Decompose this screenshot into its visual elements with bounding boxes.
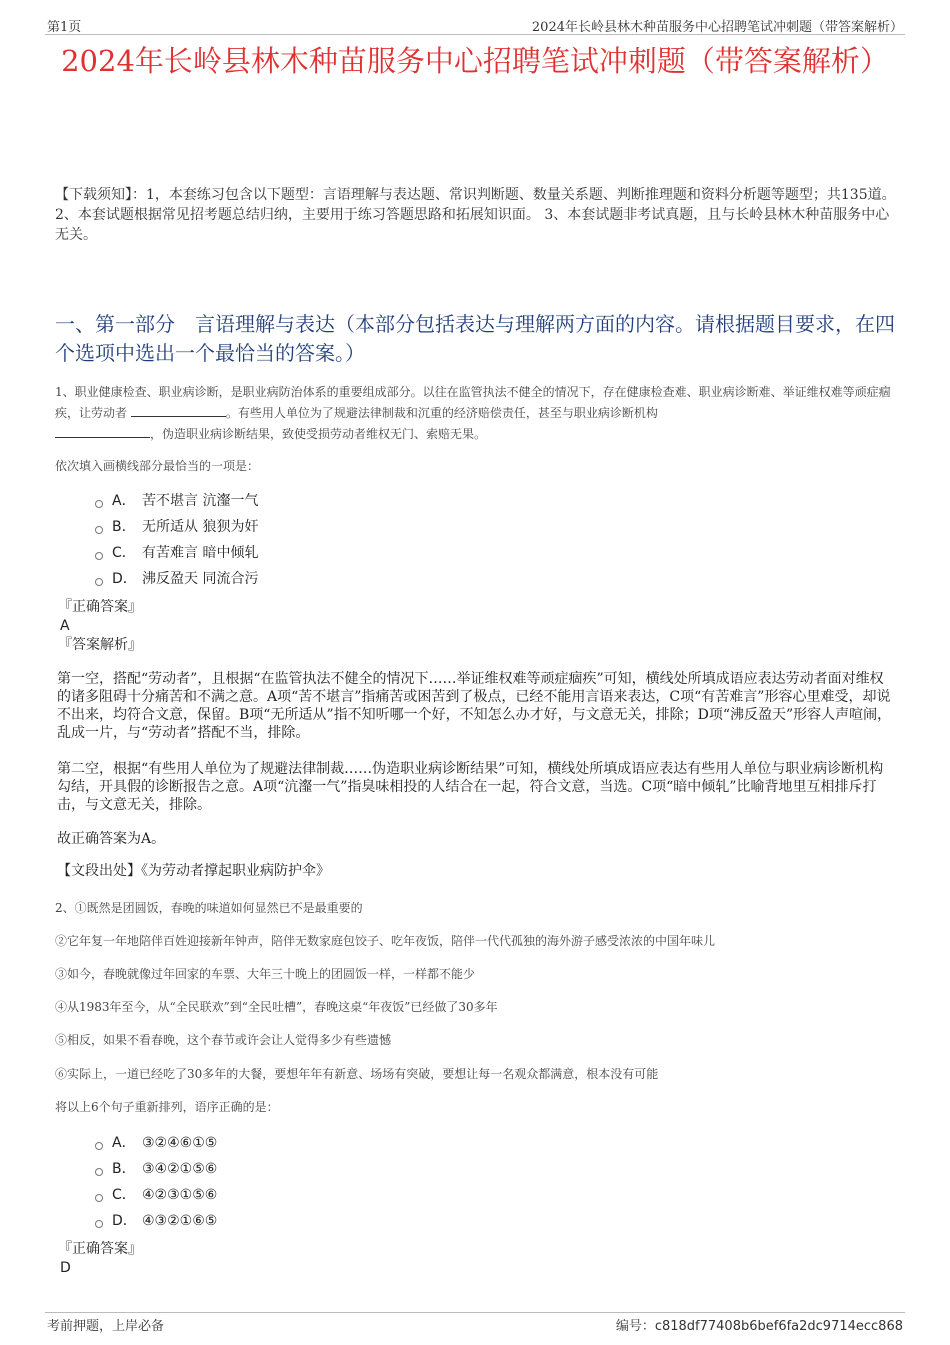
question-2-answer (58, 1240, 142, 1278)
header-doc-title: 2024年长岭县林木种苗服务中心招聘笔试冲刺题（带答案解析） (531, 20, 903, 35)
question-1-prompt: 依次填入画横线部分最恰当的一项是： (55, 459, 260, 473)
question-2-sentence-5: ⑤相反，如果不看春晚，这个春节或许会让人觉得多少有些遗憾 (55, 1033, 392, 1047)
option-a[interactable]: A． ③②④⑥①⑤ (95, 1130, 217, 1156)
section-heading: 一、第一部分 言语理解与表达（本部分包括表达与理解两方面的内容。请根据题目要求，在四个选项中选出一个最恰当的答案。） (55, 312, 895, 365)
question-1-text (55, 382, 900, 445)
analysis-label: 『答案解析』 (58, 637, 142, 653)
page-footer (45, 1312, 905, 1333)
question-2-sentence-2: ②它年复一年地陪伴百姓迎接新年钟声，陪伴无数家庭包饺子、吃年夜饭，陪伴一代代孤独的海外游子感受浓浓的中国年味儿 (55, 934, 716, 948)
question-2-sentence-4: ④从1983年至今，从“全民联欢”到“全民吐槽”，春晚这桌“年夜饭”已经做了30多年 (55, 1000, 498, 1014)
question-2-sentence-6: ⑥实际上，一道已经吃了30多年的大餐，要想年年有新意、场场有突破，要想让每一名观众都满意，根本没有可能 (55, 1067, 659, 1081)
blank-1 (131, 404, 226, 417)
radio-icon[interactable] (95, 1220, 103, 1228)
option-c[interactable]: C． ④②③①⑤⑥ (95, 1182, 217, 1208)
analysis-paragraph-1: 第一空，搭配“劳动者”，且根据“在监管执法不健全的情况下……举证维权难等顽症痼疾”可知，横线处所填成语应表达劳动者面对维权的诸多阻碍十分痛苦和不满之意。A项“苦不堪言”指痛苦或困苦到了极点，已经不能用言语来表达，C项“有苦难言”形容心里难受，却说不出来，均符合文意，保留。B项“无所适从”指不知听哪一个好，不知怎么办才好，与文意无关，排除；D项“沸反盈天”形容人声喧闹，乱成一片，与“劳动者”搭配不当，排除。 (57, 671, 892, 741)
question-2-options (95, 1130, 217, 1234)
question-2-sentence-1: 2、①既然是团圆饭，春晚的味道如何显然已不是最重要的 (55, 901, 363, 915)
question-1-part-b: 。有些用人单位为了规避法律制裁和沉重的经济赔偿责任，甚至与职业病诊断机构 (225, 406, 658, 420)
option-b[interactable]: B． ③④②①⑤⑥ (95, 1156, 217, 1182)
analysis-conclusion: 故正确答案为A。 (57, 831, 166, 847)
blank-2 (55, 425, 150, 438)
question-1-answer (58, 598, 142, 655)
download-notice: 【下载须知】：1，本套练习包含以下题型：言语理解与表达题、常识判断题、数量关系题、判断推理题和资料分析题等题型；共135道。 2、本套试题根据常见招考题总结归纳，主要用于练习答题思路和拓展知识面。 3、本套试题非考试真题，且与长岭县林木种苗服务中心无关。 (55, 187, 896, 243)
analysis-paragraph-2: 第二空，根据“有些用人单位为了规避法律制裁……伪造职业病诊断结果”可知，横线处所填成语应表达有些用人单位与职业病诊断机构勾结，开具假的诊断报告之意。A项“沆瀣一气”指臭味相投的人结合在一起，符合文意，当选。C项“暗中倾轧”比喻背地里互相排斥打击，与文意无关，排除。 (57, 761, 884, 813)
footer-doc-id: 编号：c818df77408b6bef6fa2dc9714ecc868 (615, 1319, 903, 1334)
radio-icon[interactable] (95, 552, 103, 560)
option-d[interactable]: D． ④③②①⑥⑤ (95, 1208, 217, 1234)
radio-icon[interactable] (95, 500, 103, 508)
option-a[interactable]: A． 苦不堪言 沆瀣一气 (95, 488, 258, 514)
option-b[interactable]: B． 无所适从 狼狈为奸 (95, 514, 258, 540)
document-title: 2024年长岭县林木种苗服务中心招聘笔试冲刺题（带答案解析） (61, 44, 889, 78)
answer-value: D (60, 1260, 71, 1276)
option-d[interactable]: D． 沸反盈天 同流合污 (95, 566, 258, 592)
radio-icon[interactable] (95, 578, 103, 586)
radio-icon[interactable] (95, 1194, 103, 1202)
page-header (45, 14, 905, 35)
radio-icon[interactable] (95, 1142, 103, 1150)
radio-icon[interactable] (95, 526, 103, 534)
answer-label: 『正确答案』 (58, 599, 142, 615)
question-1-options (95, 488, 258, 592)
answer-label: 『正确答案』 (58, 1241, 142, 1257)
answer-value: A (60, 618, 70, 634)
question-2-prompt: 将以上6个句子重新排列，语序正确的是： (55, 1100, 279, 1114)
footer-slogan: 考前押题，上岸必备 (47, 1319, 165, 1334)
option-c[interactable]: C． 有苦难言 暗中倾轧 (95, 540, 258, 566)
analysis-source: 【文段出处】《为劳动者撑起职业病防护伞》 (57, 863, 330, 879)
question-2-sentence-3: ③如今，春晚就像过年回家的车票、大年三十晚上的团圆饭一样，一样都不能少 (55, 967, 476, 981)
question-1-part-a: 1、职业健康检查、职业病诊断，是职业病防治体系的重要组成部分。以往在监管执法不健全的情况下，存在健康检查难、职业病诊断难、举证维权难等顽症痼疾，让劳动者 (55, 385, 891, 420)
radio-icon[interactable] (95, 1168, 103, 1176)
page-number: 第1页 (47, 20, 82, 35)
question-1-part-c: ，伪造职业病诊断结果，致使受损劳动者维权无门、索赔无果。 (150, 427, 487, 441)
